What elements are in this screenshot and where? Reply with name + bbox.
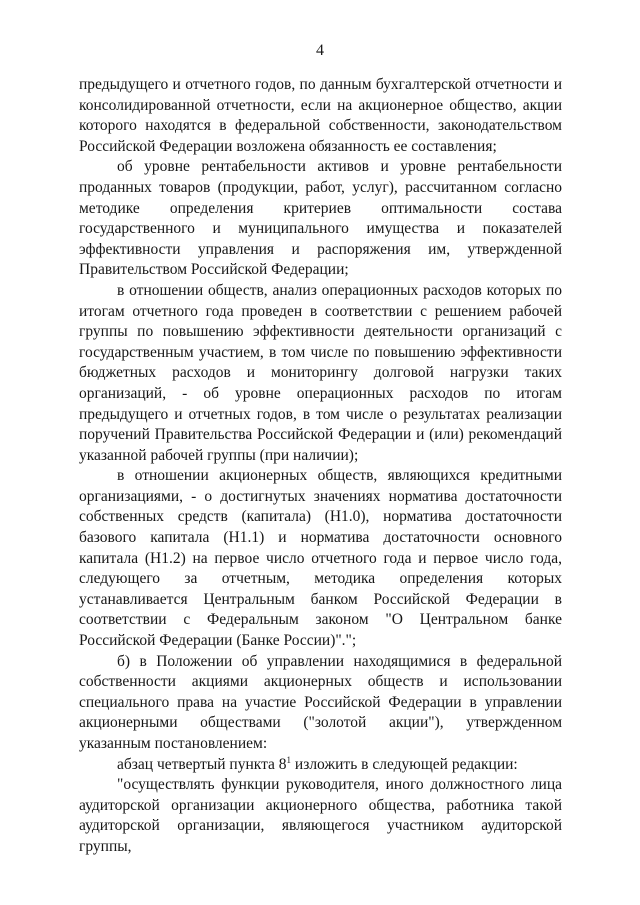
paragraph-credit-organizations: в отношении акционерных обществ, являющихся кредитными организациями, - о достигнутых значениях норматива достаточности собственных средств (капитала) (Н1.0), норматива достаточности базового капитала (Н1.1) и норматива достаточности основного капитала (Н1.2) на первое число отчетного года и первое число года, следующего за отчетным, методика определения которых устанавливается Центральным банком Российской Федерации в соответствии с Федеральным законом "О Центральном банке Российской Федерации (Банке России)"."; (79, 467, 562, 650)
paragraph-continuation: предыдущего и отчетного годов, по данным бухгалтерской отчетности и консолидированной отчетности, если на акционерное общество, акции которого находятся в федеральной собственности, законодательством Российской Федерации возложена обязанность ее составления; (79, 76, 562, 155)
document-body (79, 75, 562, 858)
amendment-text-after: изложить в следующей редакции: (291, 755, 518, 773)
paragraph-golden-share-regulation: б) в Положении об управлении находящимися в федеральной собственности акциями акционерных обществ и использовании специального права на участие Российской Федерации в управлении акционерными обществами ("золотой акции"), утвержденном указанным постановлением: (79, 652, 562, 752)
paragraph-new-wording: "осуществлять функции руководителя, иного должностного лица аудиторской организации акционерного общества, работника такой аудиторской организации, являющегося участником аудиторской группы, (79, 776, 562, 855)
page-number: 4 (316, 42, 324, 59)
paragraph-amendment-clause (79, 755, 562, 776)
paragraph-profitability: об уровне рентабельности активов и уровне рентабельности проданных товаров (продукции, работ, услуг), рассчитанном согласно методике определения критериев оптимальности состава государственного и муниципального имущества и показателей эффективности управления и распоряжения им, утвержденной Правительством Российской Федерации; (79, 158, 562, 279)
amendment-text-before: абзац четвертый пункта 8 (117, 755, 287, 773)
paragraph-operating-expenses: в отношении обществ, анализ операционных расходов которых по итогам отчетного года проведен в соответствии с решением рабочей группы по повышению эффективности деятельности организаций с государственным участием, в том числе по повышению эффективности бюджетных расходов и мониторингу долговой нагрузки таких организаций, - об уровне операционных расходов по итогам предыдущего и отчетных годов, в том числе о результатах реализации поручений Правительства Российской Федерации и (или) рекомендаций указанной рабочей группы (при наличии); (79, 281, 562, 464)
footnote-superscript: 1 (286, 754, 292, 765)
